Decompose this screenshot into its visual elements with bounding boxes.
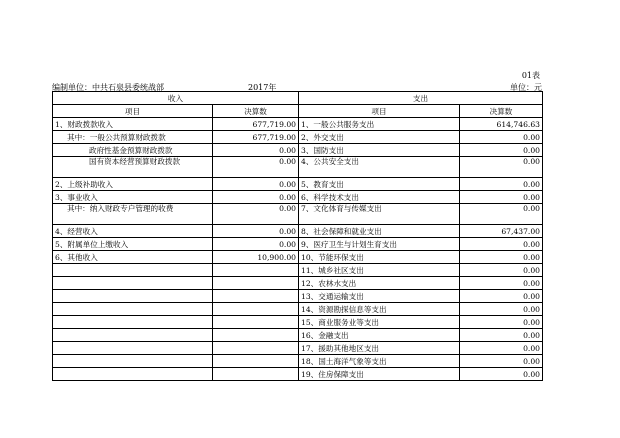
expense-amount-header: 决算数 [460, 105, 543, 118]
income-item-cell: 国有资本经营预算财政拨款 [53, 157, 213, 178]
expense-amount-cell: 0.00 [460, 191, 543, 204]
table-row [53, 204, 543, 225]
expense-item-cell: 11、城乡社区支出 [299, 264, 460, 277]
expense-item-cell: 10、节能环保支出 [299, 251, 460, 264]
income-amount-cell [213, 316, 299, 329]
expense-amount-cell: 0.00 [460, 316, 543, 329]
income-amount-cell [213, 355, 299, 368]
expense-amount-cell: 0.00 [460, 238, 543, 251]
expense-item-cell: 19、住房保障支出 [299, 368, 460, 381]
income-amount-cell: 10,900.00 [213, 251, 299, 264]
expense-amount-cell: 0.00 [460, 157, 543, 178]
income-item-cell [53, 355, 213, 368]
expense-amount-cell: 0.00 [460, 355, 543, 368]
table-row [53, 264, 543, 277]
expense-item-cell: 8、社会保障和就业支出 [299, 225, 460, 238]
income-item-cell [53, 329, 213, 342]
income-amount-cell [213, 342, 299, 355]
table-row [53, 225, 543, 238]
income-amount-cell: 0.00 [213, 157, 299, 178]
section-header-row [53, 92, 543, 105]
table-row [53, 290, 543, 303]
income-amount-cell: 677,719.00 [213, 131, 299, 144]
column-header-row [53, 105, 543, 118]
expense-amount-cell: 0.00 [460, 131, 543, 144]
income-amount-cell: 0.00 [213, 204, 299, 225]
income-amount-cell: 0.00 [213, 225, 299, 238]
income-item-cell: 政府性基金预算财政拨款 [53, 144, 213, 157]
expense-amount-cell: 614,746.63 [460, 118, 543, 131]
income-item-cell [53, 316, 213, 329]
income-item-cell: 6、其他收入 [53, 251, 213, 264]
expense-item-cell: 12、农林水支出 [299, 277, 460, 290]
income-item-cell [53, 277, 213, 290]
expense-item-cell: 5、教育支出 [299, 178, 460, 191]
expense-item-cell: 9、医疗卫生与计划生育支出 [299, 238, 460, 251]
expense-item-cell: 2、外交支出 [299, 131, 460, 144]
table-row [53, 251, 543, 264]
income-item-cell: 2、上级补助收入 [53, 178, 213, 191]
expense-item-cell: 17、援助其他地区支出 [299, 342, 460, 355]
expense-amount-cell: 0.00 [460, 368, 543, 381]
income-item-cell: 4、经营收入 [53, 225, 213, 238]
income-item-cell [53, 303, 213, 316]
income-item-cell: 1、财政拨款收入 [53, 118, 213, 131]
table-row [53, 131, 543, 144]
compiling-unit: 编制单位：中共石泉县委统战部 [52, 83, 164, 92]
expense-amount-cell: 0.00 [460, 303, 543, 316]
table-body [53, 118, 543, 381]
expense-amount-cell: 0.00 [460, 342, 543, 355]
income-item-cell: 3、事业收入 [53, 191, 213, 204]
table-row [53, 238, 543, 251]
currency-unit: 单位：元 [510, 83, 542, 92]
expense-amount-cell: 0.00 [460, 277, 543, 290]
expense-item-cell: 13、交通运输支出 [299, 290, 460, 303]
expense-amount-cell: 0.00 [460, 264, 543, 277]
table-row [53, 329, 543, 342]
expense-amount-cell: 67,437.00 [460, 225, 543, 238]
income-item-header: 项目 [53, 105, 213, 118]
table-row [53, 316, 543, 329]
income-amount-cell [213, 329, 299, 342]
income-amount-cell: 0.00 [213, 238, 299, 251]
expense-amount-cell: 0.00 [460, 251, 543, 264]
expense-item-cell: 3、国防支出 [299, 144, 460, 157]
expense-amount-cell: 0.00 [460, 144, 543, 157]
expense-amount-cell: 0.00 [460, 178, 543, 191]
table-row [53, 118, 543, 131]
expense-amount-cell: 0.00 [460, 290, 543, 303]
table-row [53, 191, 543, 204]
income-item-cell [53, 290, 213, 303]
income-amount-header: 决算数 [213, 105, 299, 118]
form-code: 01表 [521, 71, 540, 80]
expense-item-cell: 16、金融支出 [299, 329, 460, 342]
expense-amount-cell: 0.00 [460, 329, 543, 342]
income-item-cell: 其中：纳入财政专户管理的收费 [53, 204, 213, 225]
expense-item-cell: 7、文化体育与传媒支出 [299, 204, 460, 225]
report-year: 2017年 [248, 83, 277, 92]
expense-item-cell: 6、科学技术支出 [299, 191, 460, 204]
expense-item-cell: 18、国土海洋气象等支出 [299, 355, 460, 368]
table-row [53, 277, 543, 290]
expense-item-cell: 15、商业服务业等支出 [299, 316, 460, 329]
expense-amount-cell: 0.00 [460, 204, 543, 225]
income-item-cell [53, 264, 213, 277]
income-amount-cell [213, 277, 299, 290]
expense-item-cell: 14、资源勘探信息等支出 [299, 303, 460, 316]
expense-item-header: 项目 [299, 105, 460, 118]
table-row [53, 157, 543, 178]
table-row [53, 355, 543, 368]
income-amount-cell [213, 368, 299, 381]
table-row [53, 303, 543, 316]
expense-item-cell: 1、一般公共服务支出 [299, 118, 460, 131]
income-amount-cell: 677,719.00 [213, 118, 299, 131]
income-section-header: 收入 [53, 92, 299, 105]
income-amount-cell [213, 264, 299, 277]
income-item-cell [53, 368, 213, 381]
income-item-cell [53, 342, 213, 355]
table-row [53, 368, 543, 381]
budget-table [52, 91, 543, 381]
table-row [53, 342, 543, 355]
income-amount-cell: 0.00 [213, 144, 299, 157]
table-row [53, 178, 543, 191]
income-amount-cell [213, 303, 299, 316]
income-amount-cell [213, 290, 299, 303]
income-item-cell: 其中：一般公共预算财政拨款 [53, 131, 213, 144]
income-amount-cell: 0.00 [213, 178, 299, 191]
expense-item-cell: 4、公共安全支出 [299, 157, 460, 178]
expense-section-header: 支出 [299, 92, 543, 105]
income-amount-cell: 0.00 [213, 191, 299, 204]
table-row [53, 144, 543, 157]
income-item-cell: 5、附属单位上缴收入 [53, 238, 213, 251]
